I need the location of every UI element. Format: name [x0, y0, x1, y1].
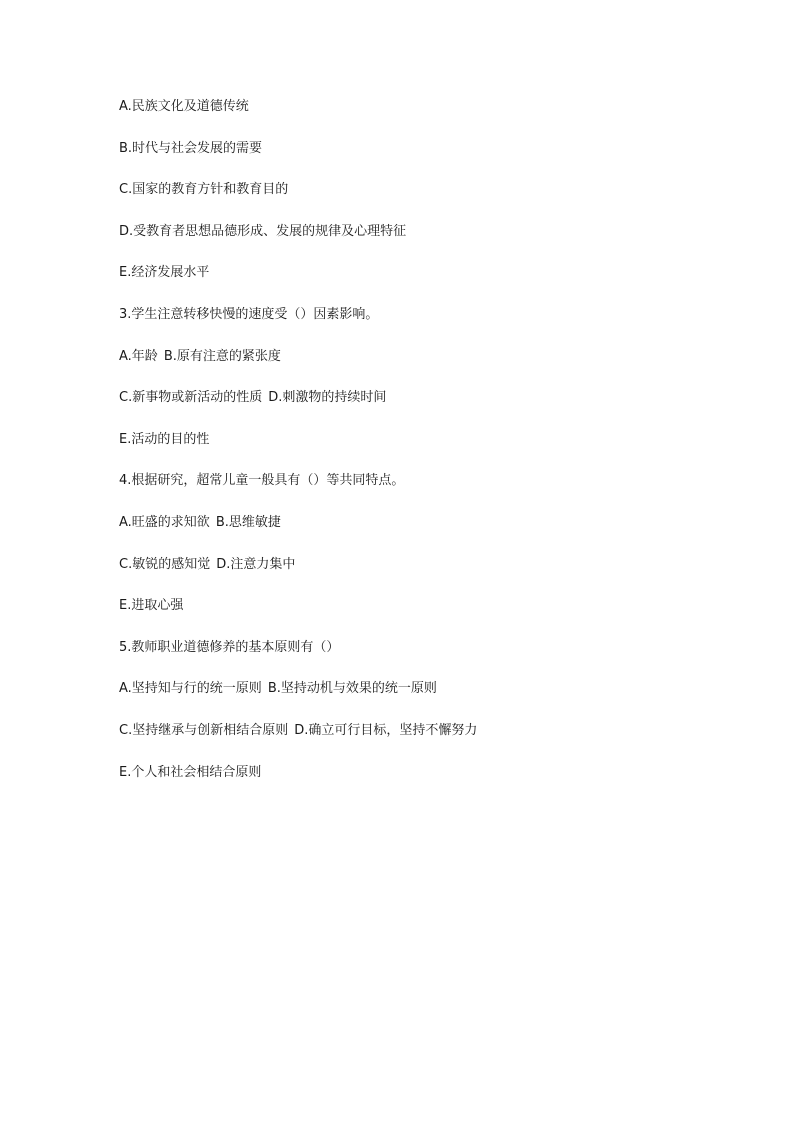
- question-text: 5.教师职业道德修养的基本原则有（）: [119, 639, 340, 655]
- question-text: 4.根据研究，超常儿童一般具有（）等共同特点。: [119, 473, 405, 489]
- option-line: [119, 388, 719, 430]
- option-text: C.新事物或新活动的性质: [119, 390, 263, 406]
- option-text: A.民族文化及道德传统: [119, 99, 249, 114]
- option-text: D.受教育者思想品德形成、发展的规律及心理特征: [119, 223, 407, 239]
- option-line: [119, 347, 719, 389]
- option-text: B.思维敏捷: [215, 514, 281, 530]
- option-line: [119, 263, 719, 305]
- option-text: D.确立可行目标，坚持不懈努力: [294, 722, 478, 738]
- option-text: B.原有注意的紧张度: [163, 348, 281, 364]
- question-line: [119, 305, 719, 347]
- option-text: A.坚持知与行的统一原则: [119, 681, 262, 697]
- option-line: [119, 763, 719, 805]
- option-line: [119, 430, 719, 472]
- option-line: [119, 180, 719, 222]
- option-text: C.敏锐的感知觉: [119, 556, 211, 572]
- option-text: A.年龄: [119, 348, 158, 364]
- option-text: D.注意力集中: [216, 556, 296, 572]
- option-text: D.刺激物的持续时间: [268, 390, 387, 406]
- option-text: E.活动的目的性: [119, 431, 210, 447]
- question-list: [119, 97, 719, 804]
- option-text: C.坚持继承与创新相结合原则: [119, 722, 289, 738]
- option-line: [119, 679, 719, 721]
- option-text: B.坚持动机与效果的统一原则: [267, 681, 437, 697]
- option-line: [119, 555, 719, 597]
- question-text: 3.学生注意转移快慢的速度受（）因素影响。: [119, 306, 379, 322]
- option-text: E.进取心强: [119, 598, 184, 614]
- option-text: E.个人和社会相结合原则: [119, 764, 262, 780]
- option-line: [119, 721, 719, 763]
- option-text: E.经济发展水平: [119, 265, 210, 281]
- option-line: [119, 513, 719, 555]
- option-line: [119, 596, 719, 638]
- question-line: [119, 471, 719, 513]
- option-line: [119, 97, 719, 139]
- option-line: [119, 222, 719, 264]
- option-line: [119, 139, 719, 181]
- option-text: C.国家的教育方针和教育目的: [119, 182, 289, 198]
- question-line: [119, 638, 719, 680]
- option-text: B.时代与社会发展的需要: [119, 140, 263, 156]
- option-text: A.旺盛的求知欲: [119, 514, 210, 530]
